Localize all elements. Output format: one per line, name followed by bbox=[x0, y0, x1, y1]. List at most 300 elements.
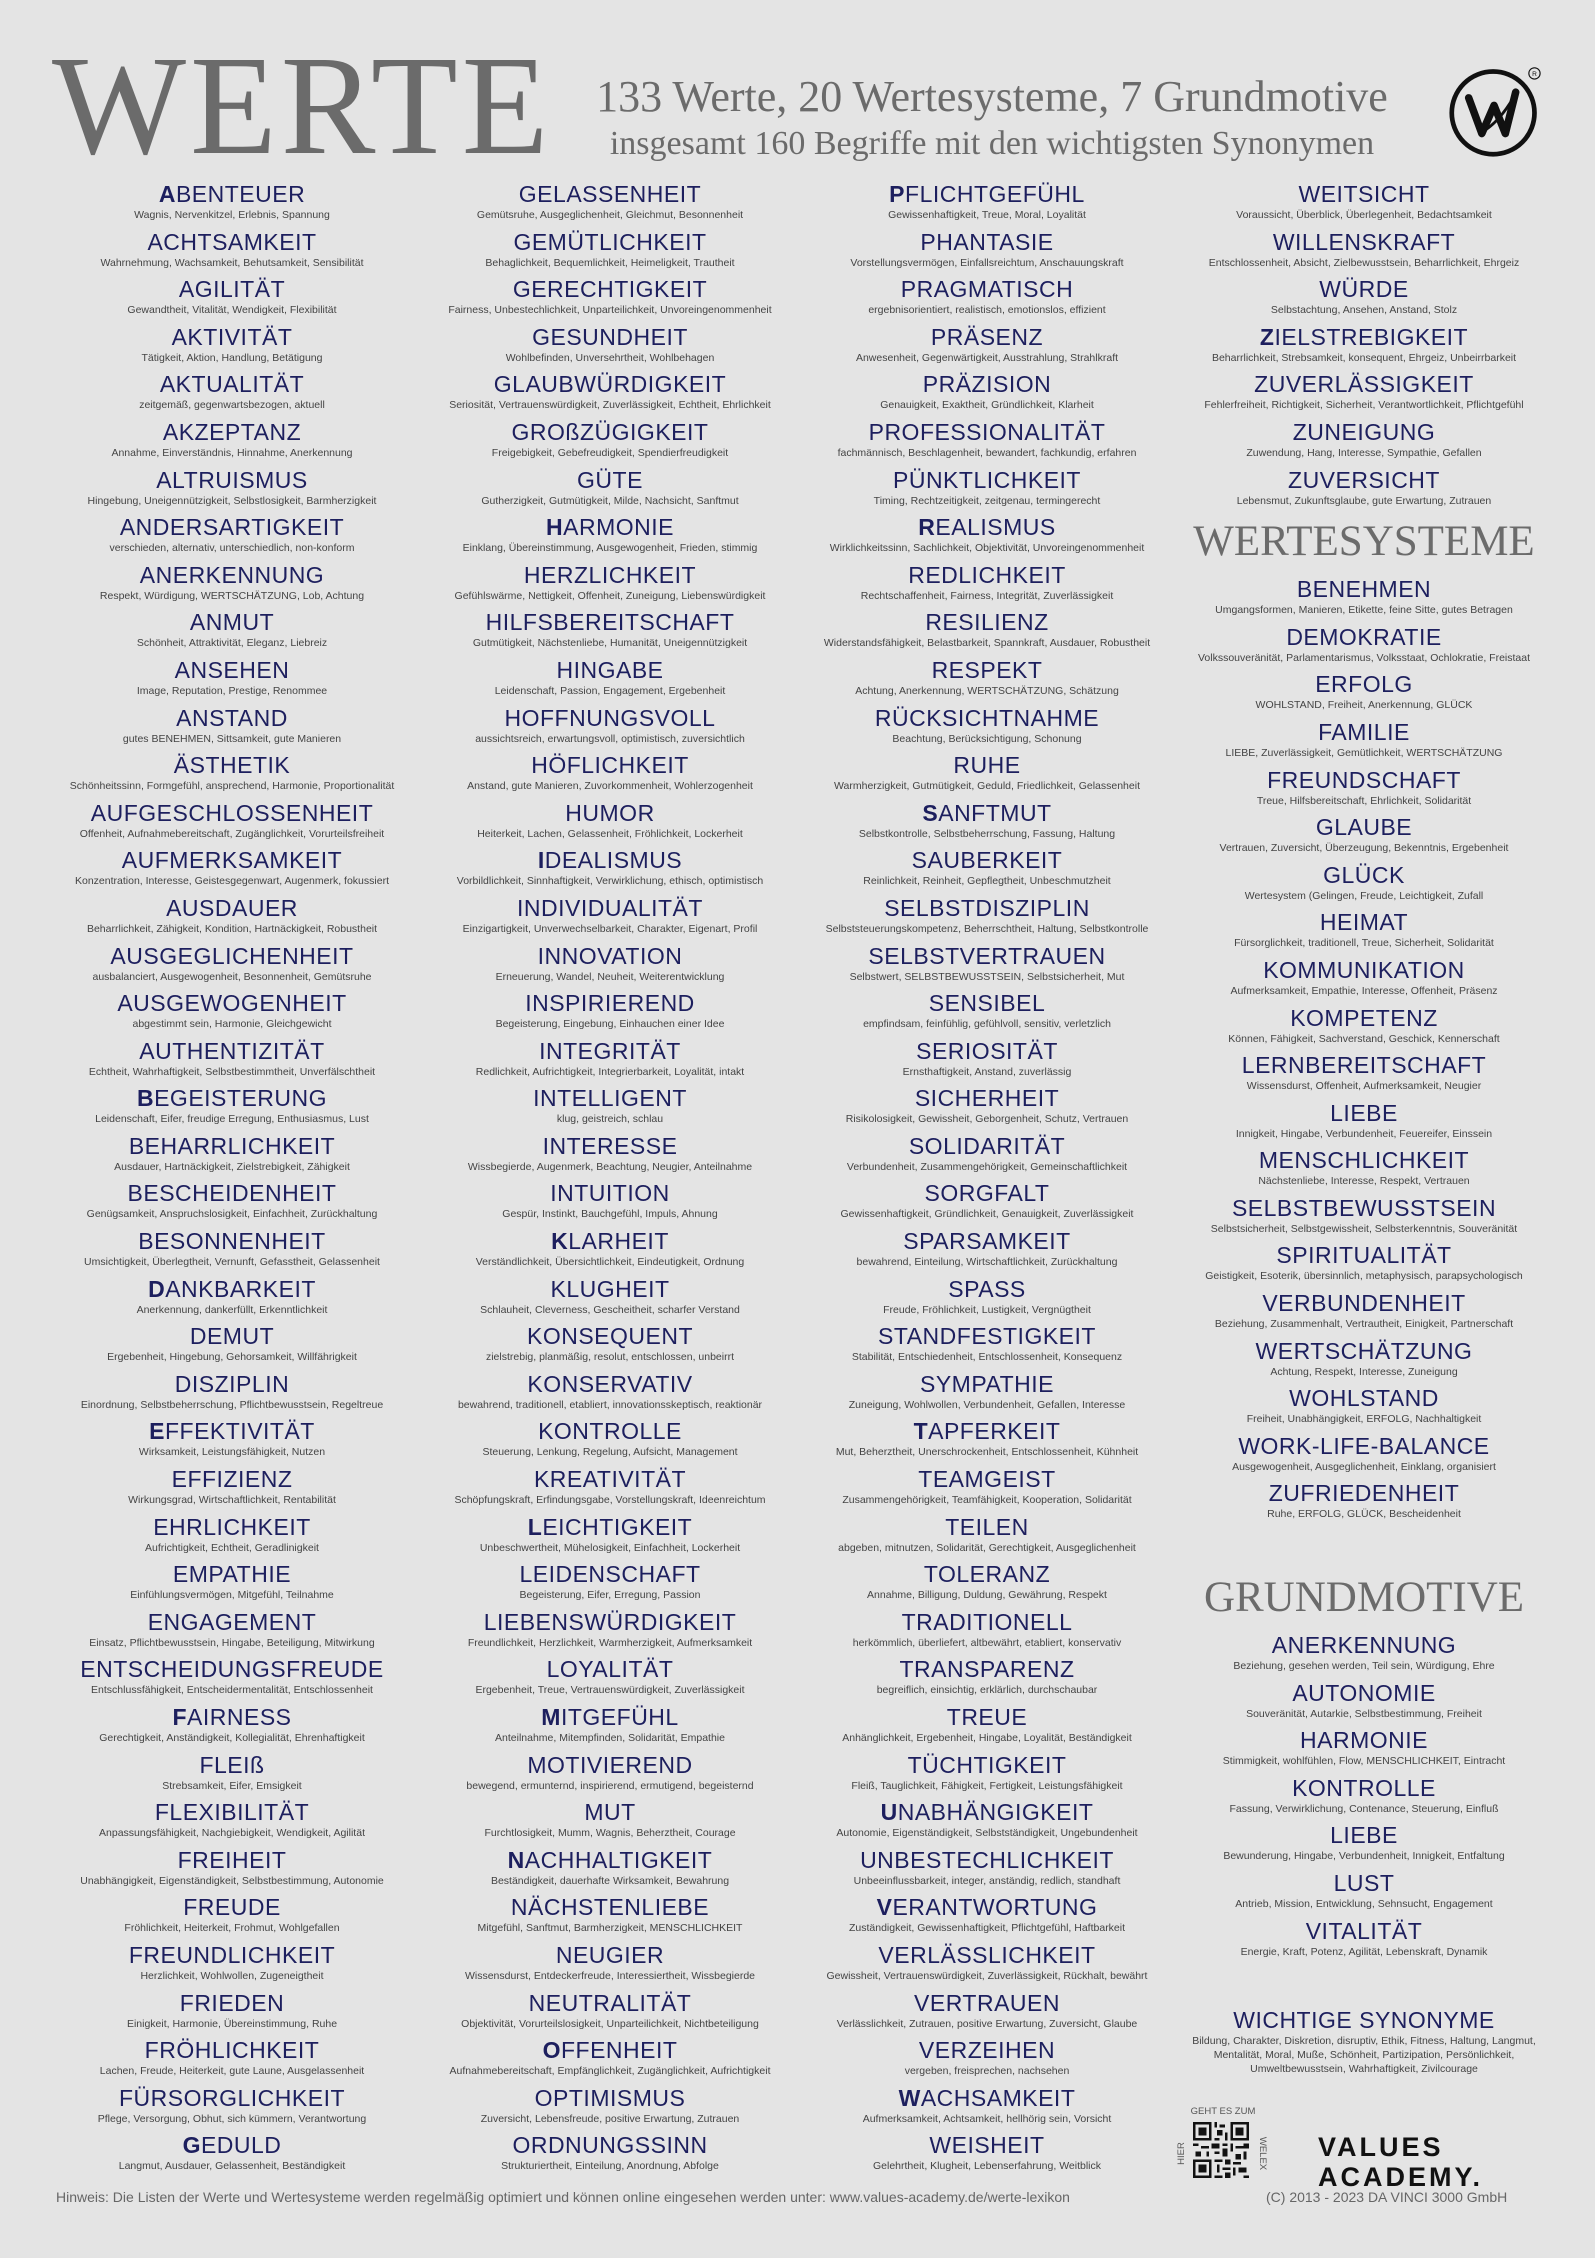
value-entry bbox=[807, 847, 1167, 895]
value-entry bbox=[430, 324, 790, 372]
value-word: WERTSCHÄTZUNG bbox=[1255, 1337, 1473, 1364]
value-synonyms: Erneuerung, Wandel, Neuheit, Weiterentwicklung bbox=[495, 970, 725, 983]
value-entry bbox=[1184, 576, 1544, 624]
value-entry bbox=[1184, 814, 1544, 862]
value-word: DEMOKRATIE bbox=[1286, 623, 1442, 650]
value-entry bbox=[52, 324, 412, 372]
value-word: ANDERSARTIGKEIT bbox=[119, 514, 345, 541]
value-synonyms: Beziehung, gesehen werden, Teil sein, Würdigung, Ehre bbox=[1233, 1660, 1495, 1673]
value-word: OPTIMISMUS bbox=[534, 2084, 686, 2111]
value-word: AUTONOMIE bbox=[1292, 1679, 1436, 1706]
value-entry bbox=[1184, 229, 1544, 277]
value-synonyms: Ergebenheit, Hingebung, Gehorsamkeit, Willfährigkeit bbox=[107, 1351, 357, 1364]
section-spacer bbox=[1184, 1528, 1544, 1570]
value-entry bbox=[430, 1514, 790, 1562]
value-word: HÖFLICHKEIT bbox=[531, 752, 689, 779]
value-word: VERTRAUEN bbox=[914, 1989, 1060, 2016]
value-word: VERZEIHEN bbox=[918, 2037, 1056, 2064]
value-synonyms: LIEBE, Zuverlässigkeit, Gemütlichkeit, WERTSCHÄTZUNG bbox=[1225, 746, 1503, 759]
value-word: ANERKENNUNG bbox=[1271, 1632, 1457, 1659]
value-synonyms: Gewissheit, Vertrauenswürdigkeit, Zuverlässigkeit, Rückhalt, bewährt bbox=[826, 1969, 1148, 1982]
value-entry bbox=[807, 1228, 1167, 1276]
value-entry bbox=[52, 1180, 412, 1228]
value-entry bbox=[430, 1085, 790, 1133]
value-synonyms: Verbundenheit, Zusammengehörigkeit, Gemeinschaftlichkeit bbox=[846, 1160, 1128, 1173]
value-word: FRIEDEN bbox=[179, 1989, 285, 2016]
value-word: TRANSPARENZ bbox=[899, 1656, 1075, 1683]
value-entry bbox=[52, 1038, 412, 1086]
value-word: IDEALISMUS bbox=[537, 847, 683, 874]
value-entry bbox=[430, 1752, 790, 1800]
value-synonyms: Zuwendung, Hang, Interesse, Sympathie, Gefallen bbox=[1246, 446, 1482, 459]
value-entry bbox=[1184, 2007, 1544, 2087]
value-synonyms: Voraussicht, Überblick, Überlegenheit, Bedachtsamkeit bbox=[1236, 209, 1492, 221]
value-synonyms: Furchtlosigkeit, Mumm, Wagnis, Beherztheit, Courage bbox=[484, 1827, 736, 1840]
values-column-2 bbox=[430, 181, 790, 2180]
value-word: SANFTMUT bbox=[922, 799, 1052, 826]
value-word: FLEXIBILITÄT bbox=[154, 1799, 310, 1826]
value-synonyms: Lachen, Freude, Heiterkeit, gute Laune, Ausgelassenheit bbox=[99, 2065, 365, 2078]
value-entry bbox=[430, 1276, 790, 1324]
value-entry bbox=[430, 847, 790, 895]
value-synonyms: Schönheitssinn, Formgefühl, ansprechend, Harmonie, Proportionalität bbox=[69, 780, 395, 793]
value-word: HEIMAT bbox=[1319, 909, 1409, 936]
value-word: INTELLIGENT bbox=[533, 1085, 687, 1112]
value-synonyms: Risikolosigkeit, Gewissheit, Geborgenheit, Schutz, Vertrauen bbox=[845, 1113, 1129, 1126]
value-word: ZUVERSICHT bbox=[1288, 466, 1440, 493]
value-word: VERANTWORTUNG bbox=[876, 1894, 1098, 1921]
value-synonyms: gutes BENEHMEN, Sittsamkeit, gute Manieren bbox=[122, 732, 342, 745]
value-word: EHRLICHKEIT bbox=[153, 1513, 311, 1540]
value-synonyms: Umgangsformen, Manieren, Etikette, feine Sitte, gutes Betragen bbox=[1215, 604, 1513, 617]
brand-line-1: VALUES bbox=[1318, 2132, 1444, 2162]
value-entry bbox=[807, 324, 1167, 372]
value-entry bbox=[430, 181, 790, 229]
value-synonyms: Anerkennung, dankerfüllt, Erkenntlichkeit bbox=[136, 1303, 328, 1316]
value-word: LERNBEREITSCHAFT bbox=[1241, 1052, 1487, 1079]
value-entry bbox=[1184, 1918, 1544, 1966]
value-word: ZUFRIEDENHEIT bbox=[1268, 1480, 1460, 1507]
value-entry bbox=[52, 276, 412, 324]
value-word: GEDULD bbox=[182, 2132, 282, 2159]
value-word: SPARSAMKEIT bbox=[903, 1228, 1071, 1255]
value-entry bbox=[807, 1085, 1167, 1133]
value-synonyms: empfindsam, feinfühlig, gefühlvoll, sensitiv, verletzlich bbox=[863, 1018, 1111, 1031]
value-entry bbox=[1184, 1870, 1544, 1918]
value-entry bbox=[52, 1418, 412, 1466]
footer-note: Hinweis: Die Listen der Werte und Wertesysteme werden regelmäßig optimiert und können online eingesehen werden unter: www.values-academy.de/werte-lexikon bbox=[56, 2189, 1070, 2205]
value-synonyms: Selbststeuerungskompetenz, Beherrschtheit, Haltung, Selbstkontrolle bbox=[825, 922, 1149, 935]
value-word: REALISMUS bbox=[918, 514, 1056, 541]
value-entry bbox=[52, 2132, 412, 2180]
value-word: UNBESTECHLICHKEIT bbox=[860, 1846, 1114, 1873]
value-synonyms: Energie, Kraft, Potenz, Agilität, Lebenskraft, Dynamik bbox=[1240, 1945, 1488, 1958]
value-synonyms: Ruhe, ERFOLG, GLÜCK, Bescheidenheit bbox=[1267, 1508, 1461, 1521]
value-word: HOFFNUNGSVOLL bbox=[504, 704, 716, 731]
value-entry bbox=[1184, 1822, 1544, 1870]
value-synonyms: Genügsamkeit, Anspruchslosigkeit, Einfachheit, Zurückhaltung bbox=[86, 1208, 378, 1221]
value-entry bbox=[430, 1942, 790, 1990]
value-entry bbox=[430, 562, 790, 610]
value-entry bbox=[52, 562, 412, 610]
value-word: GROßZÜGIGKEIT bbox=[511, 418, 709, 445]
value-word: WEISHEIT bbox=[929, 2132, 1045, 2159]
value-synonyms: Vorstellungsvermögen, Einfallsreichtum, Anschauungskraft bbox=[850, 256, 1124, 269]
value-synonyms: Unabhängigkeit, Eigenständigkeit, Selbstbestimmung, Autonomie bbox=[80, 1874, 384, 1887]
value-entry bbox=[807, 1894, 1167, 1942]
value-word: TOLERANZ bbox=[923, 1561, 1051, 1588]
value-entry bbox=[430, 609, 790, 657]
value-synonyms: Einigkeit, Harmonie, Übereinstimmung, Ruhe bbox=[126, 2017, 338, 2030]
value-synonyms: Fairness, Unbestechlichkeit, Unparteilichkeit, Unvoreingenommenheit bbox=[448, 304, 772, 317]
value-entry bbox=[430, 1228, 790, 1276]
value-word: FREUDE bbox=[183, 1894, 281, 1921]
value-entry bbox=[52, 847, 412, 895]
value-word: VERBUNDENHEIT bbox=[1262, 1290, 1466, 1317]
value-word: SAUBERKEIT bbox=[911, 847, 1063, 874]
value-entry bbox=[807, 2085, 1167, 2133]
svg-text:R: R bbox=[1532, 70, 1537, 78]
value-synonyms: Aufmerksamkeit, Empathie, Interesse, Offenheit, Präsenz bbox=[1230, 984, 1498, 997]
value-synonyms: bewahrend, Einteilung, Wirtschaftlichkeit, Zurückhaltung bbox=[856, 1256, 1118, 1269]
brand-line-2: ACADEMY. bbox=[1318, 2162, 1484, 2192]
value-entry bbox=[52, 2037, 412, 2085]
value-synonyms: Achtung, Respekt, Interesse, Zuneigung bbox=[1270, 1365, 1458, 1378]
value-entry bbox=[52, 1847, 412, 1895]
value-synonyms: Anteilnahme, Mitempfinden, Solidarität, Empathie bbox=[495, 1732, 725, 1744]
value-entry bbox=[807, 800, 1167, 848]
value-word: GELASSENHEIT bbox=[518, 181, 702, 207]
value-word: KLARHEIT bbox=[551, 1228, 669, 1255]
value-word: AGILITÄT bbox=[178, 276, 286, 303]
value-entry bbox=[430, 1038, 790, 1086]
value-word: KONTROLLE bbox=[538, 1418, 682, 1445]
value-word: RESPEKT bbox=[931, 656, 1043, 683]
value-word: EFFEKTIVITÄT bbox=[149, 1418, 315, 1445]
value-synonyms: Fröhlichkeit, Heiterkeit, Frohmut, Wohlgefallen bbox=[124, 1922, 340, 1935]
value-synonyms: Mitgefühl, Sanftmut, Barmherzigkeit, MENSCHLICHKEIT bbox=[477, 1922, 743, 1935]
value-synonyms: Anstand, gute Manieren, Zuvorkommenheit, Wohlerzogenheit bbox=[467, 780, 753, 793]
value-synonyms: Behaglichkeit, Bequemlichkeit, Heimeligkeit, Trautheit bbox=[485, 256, 735, 269]
qr-caption-left: HIER bbox=[1175, 2142, 1187, 2165]
value-word: OFFENHEIT bbox=[542, 2037, 678, 2064]
value-entry bbox=[1184, 1242, 1544, 1290]
value-word: TREUE bbox=[946, 1704, 1028, 1730]
value-word: AUFGESCHLOSSENHEIT bbox=[90, 799, 374, 826]
value-synonyms: Zuneigung, Wohlwollen, Verbundenheit, Gefallen, Interesse bbox=[848, 1398, 1126, 1411]
value-synonyms: Wirksamkeit, Leistungsfähigkeit, Nutzen bbox=[138, 1446, 326, 1459]
value-synonyms: Ernsthaftigkeit, Anstand, zuverlässig bbox=[902, 1065, 1072, 1078]
value-entry bbox=[430, 1561, 790, 1609]
value-word: ALTRUISMUS bbox=[156, 466, 308, 493]
value-entry bbox=[52, 1371, 412, 1419]
value-entry bbox=[430, 752, 790, 800]
value-entry bbox=[52, 419, 412, 467]
value-entry bbox=[807, 1752, 1167, 1800]
value-synonyms: Wissbegierde, Augenmerk, Beachtung, Neugier, Anteilnahme bbox=[467, 1160, 753, 1173]
qr-block bbox=[1176, 2106, 1270, 2196]
value-synonyms: Aufrichtigkeit, Echtheit, Geradlinigkeit bbox=[145, 1541, 319, 1554]
value-synonyms: Antrieb, Mission, Entwicklung, Sehnsucht, Engagement bbox=[1235, 1898, 1493, 1910]
value-word: KONTROLLE bbox=[1292, 1774, 1436, 1801]
value-word: PÜNKTLICHKEIT bbox=[893, 466, 1081, 493]
value-word: LIEBENSWÜRDIGKEIT bbox=[483, 1608, 737, 1635]
value-entry bbox=[1184, 1195, 1544, 1243]
value-entry bbox=[807, 181, 1167, 229]
value-word: LEICHTIGKEIT bbox=[527, 1513, 693, 1540]
value-word: FAIRNESS bbox=[172, 1704, 292, 1730]
value-synonyms: Offenheit, Aufnahmebereitschaft, Zugänglichkeit, Vorurteilsfreiheit bbox=[79, 827, 385, 840]
value-entry bbox=[807, 514, 1167, 562]
value-word: ACHTSAMKEIT bbox=[147, 228, 317, 255]
value-entry bbox=[52, 514, 412, 562]
value-word: ZUVERLÄSSIGKEIT bbox=[1254, 371, 1474, 398]
value-entry bbox=[52, 895, 412, 943]
value-synonyms: Steuerung, Lenkung, Regelung, Aufsicht, Management bbox=[482, 1446, 738, 1459]
value-entry bbox=[52, 1514, 412, 1562]
value-word: BENEHMEN bbox=[1296, 576, 1432, 603]
value-entry bbox=[430, 371, 790, 419]
value-entry bbox=[430, 1704, 790, 1752]
value-word: TÜCHTIGKEIT bbox=[907, 1751, 1067, 1778]
value-entry bbox=[807, 1942, 1167, 1990]
value-entry bbox=[52, 1942, 412, 1990]
value-synonyms: Konzentration, Interesse, Geistesgegenwart, Augenmerk, fokussiert bbox=[74, 875, 389, 888]
value-word: BEHARRLICHKEIT bbox=[128, 1132, 336, 1159]
value-word: GESUNDHEIT bbox=[532, 323, 688, 350]
value-entry bbox=[1184, 909, 1544, 957]
value-synonyms: Bildung, Charakter, Diskretion, disruptiv, Ethik, Fitness, Haltung, Langmut, Mentalität, Moral, Muße, Schönheit, Partizipation, Persönlichkeit, Umweltbewusstsein, Wahrhaftigkeit, Zivilcourage bbox=[1192, 2035, 1536, 2076]
value-entry bbox=[430, 705, 790, 753]
value-word: INNOVATION bbox=[537, 942, 683, 969]
value-synonyms: Selbstsicherheit, Selbstgewissheit, Selbsterkenntnis, Souveränität bbox=[1210, 1222, 1518, 1235]
value-synonyms: Selbstwert, SELBSTBEWUSSTSEIN, Selbstsicherheit, Mut bbox=[849, 970, 1125, 983]
value-synonyms: Wohlbefinden, Unversehrtheit, Wohlbehagen bbox=[505, 351, 715, 364]
value-word: EMPATHIE bbox=[172, 1561, 292, 1588]
value-synonyms: Bewunderung, Hingabe, Verbundenheit, Innigkeit, Entfaltung bbox=[1223, 1850, 1505, 1863]
value-entry bbox=[1184, 1338, 1544, 1386]
value-entry bbox=[430, 1847, 790, 1895]
value-synonyms: WOHLSTAND, Freiheit, Anerkennung, GLÜCK bbox=[1255, 699, 1473, 712]
value-synonyms: ausbalanciert, Ausgewogenheit, Besonnenheit, Gemütsruhe bbox=[92, 970, 372, 983]
value-entry bbox=[807, 1656, 1167, 1704]
value-entry bbox=[807, 1990, 1167, 2038]
value-entry bbox=[807, 2037, 1167, 2085]
value-synonyms: Ausgewogenheit, Ausgeglichenheit, Einklang, organisiert bbox=[1232, 1460, 1496, 1473]
value-synonyms: Treue, Hilfsbereitschaft, Ehrlichkeit, Solidarität bbox=[1256, 794, 1472, 807]
value-word: GLAUBWÜRDIGKEIT bbox=[493, 371, 727, 398]
value-synonyms: Seriosität, Vertrauenswürdigkeit, Zuverlässigkeit, Echtheit, Ehrlichkeit bbox=[449, 399, 771, 412]
value-synonyms: Gutherzigkeit, Gutmütigkeit, Milde, Nachsicht, Sanftmut bbox=[481, 494, 739, 507]
value-word: GLAUBE bbox=[1315, 814, 1413, 841]
value-word: DANKBARKEIT bbox=[148, 1275, 316, 1302]
value-entry bbox=[807, 276, 1167, 324]
value-word: AKZEPTANZ bbox=[162, 418, 302, 445]
value-word: NEUTRALITÄT bbox=[528, 1989, 692, 2016]
value-entry bbox=[807, 657, 1167, 705]
value-entry bbox=[1184, 1680, 1544, 1728]
value-word: STANDFESTIGKEIT bbox=[878, 1323, 1096, 1350]
value-synonyms: Souveränität, Autarkie, Selbstbestimmung, Freiheit bbox=[1246, 1707, 1482, 1720]
value-entry bbox=[430, 1609, 790, 1657]
value-word: SERIOSITÄT bbox=[916, 1037, 1058, 1064]
value-synonyms: Gerechtigkeit, Anständigkeit, Kollegialität, Ehrenhaftigkeit bbox=[99, 1732, 365, 1744]
value-entry bbox=[807, 2132, 1167, 2180]
value-word: PROFESSIONALITÄT bbox=[868, 418, 1106, 445]
value-synonyms: Entschlossenheit, Absicht, Zielbewusstsein, Beharrlichkeit, Ehrgeiz bbox=[1208, 256, 1520, 269]
value-synonyms: Freigebigkeit, Gebefreudigkeit, Spendierfreudigkeit bbox=[491, 446, 729, 459]
value-synonyms: Widerstandsfähigkeit, Belastbarkeit, Spannkraft, Ausdauer, Robustheit bbox=[823, 637, 1151, 650]
value-word: WICHTIGE SYNONYME bbox=[1233, 2007, 1495, 2034]
value-word: NEUGIER bbox=[555, 1941, 665, 1968]
value-entry bbox=[52, 1276, 412, 1324]
value-word: DEMUT bbox=[189, 1323, 275, 1350]
value-word: BESCHEIDENHEIT bbox=[127, 1180, 337, 1207]
value-synonyms: Genauigkeit, Exaktheit, Gründlichkeit, Klarheit bbox=[880, 399, 1094, 412]
value-entry bbox=[52, 657, 412, 705]
value-synonyms: Warmherzigkeit, Gutmütigkeit, Geduld, Friedlichkeit, Gelassenheit bbox=[834, 780, 1140, 793]
value-synonyms: bewahrend, traditionell, etabliert, innovationsskeptisch, reaktionär bbox=[457, 1398, 763, 1411]
value-word: SICHERHEIT bbox=[914, 1085, 1060, 1112]
value-entry bbox=[1184, 862, 1544, 910]
value-entry bbox=[1184, 719, 1544, 767]
value-entry bbox=[1184, 767, 1544, 815]
value-synonyms: Einordnung, Selbstbeherrschung, Pflichtbewusstsein, Regeltreue bbox=[80, 1398, 384, 1411]
value-synonyms: herkömmlich, überliefert, altbewährt, etabliert, konservativ bbox=[852, 1636, 1122, 1649]
value-word: INSPIRIEREND bbox=[525, 990, 695, 1017]
value-synonyms: Hingebung, Uneigennützigkeit, Selbstlosigkeit, Barmherzigkeit bbox=[87, 494, 377, 507]
value-synonyms: Stimmigkeit, wohlfühlen, Flow, MENSCHLICHKEIT, Eintracht bbox=[1222, 1755, 1506, 1768]
brand-logo bbox=[1318, 2132, 1483, 2192]
value-entry bbox=[430, 419, 790, 467]
values-academy-logo-icon bbox=[1448, 64, 1542, 158]
value-word: LIEBE bbox=[1330, 1099, 1398, 1126]
values-column-3 bbox=[807, 181, 1167, 2180]
value-word: WÜRDE bbox=[1319, 276, 1409, 303]
value-entry bbox=[807, 1180, 1167, 1228]
value-entry bbox=[52, 609, 412, 657]
value-entry bbox=[52, 990, 412, 1038]
value-entry bbox=[807, 1038, 1167, 1086]
value-word: INTEGRITÄT bbox=[539, 1037, 681, 1064]
value-entry bbox=[52, 1133, 412, 1181]
subtitle bbox=[562, 72, 1422, 166]
value-synonyms: Einzigartigkeit, Unverwechselbarkeit, Charakter, Eigenart, Profil bbox=[462, 922, 758, 935]
value-synonyms: Strebsamkeit, Eifer, Emsigkeit bbox=[162, 1779, 302, 1792]
value-synonyms: Heiterkeit, Lachen, Gelassenheit, Fröhlichkeit, Lockerheit bbox=[477, 827, 743, 840]
value-word: SELBSTVERTRAUEN bbox=[868, 942, 1106, 969]
value-synonyms: Geistigkeit, Esoterik, übersinnlich, metaphysisch, parapsychologisch bbox=[1205, 1270, 1523, 1283]
value-synonyms: Beharrlichkeit, Zähigkeit, Kondition, Hartnäckigkeit, Robustheit bbox=[86, 922, 378, 935]
value-synonyms: Einsatz, Pflichtbewusstsein, Hingabe, Beteiligung, Mitwirkung bbox=[89, 1636, 375, 1649]
value-synonyms: Entschlussfähigkeit, Entscheidermentalität, Entschlossenheit bbox=[91, 1684, 373, 1697]
value-entry bbox=[807, 1799, 1167, 1847]
value-word: NACHHALTIGKEIT bbox=[507, 1846, 713, 1873]
value-word: PHANTASIE bbox=[920, 228, 1054, 255]
value-entry bbox=[807, 1418, 1167, 1466]
value-synonyms: Fleiß, Tauglichkeit, Fähigkeit, Fertigkeit, Leistungsfähigkeit bbox=[851, 1779, 1123, 1792]
value-word: REDLICHKEIT bbox=[908, 561, 1066, 588]
value-entry bbox=[807, 1609, 1167, 1657]
value-word: ZIELSTREBIGKEIT bbox=[1259, 323, 1469, 350]
value-entry bbox=[52, 1990, 412, 2038]
value-word: SPASS bbox=[948, 1275, 1026, 1302]
value-word: GEMÜTLICHKEIT bbox=[513, 228, 707, 255]
value-word: GLÜCK bbox=[1323, 861, 1405, 888]
value-entry bbox=[52, 752, 412, 800]
value-entry bbox=[807, 1847, 1167, 1895]
value-word: ANERKENNUNG bbox=[139, 561, 325, 588]
value-synonyms: Mut, Beherztheit, Unerschrockenheit, Entschlossenheit, Kühnheit bbox=[835, 1446, 1139, 1459]
value-synonyms: Annahme, Einverständnis, Hinnahme, Anerkennung bbox=[111, 446, 353, 459]
value-synonyms: Gelehrtheit, Klugheit, Lebenserfahrung, Weitblick bbox=[872, 2160, 1102, 2173]
value-word: WILLENSKRAFT bbox=[1272, 228, 1456, 255]
value-synonyms: Wirkungsgrad, Wirtschaftlichkeit, Rentabilität bbox=[128, 1494, 336, 1507]
value-synonyms: Fehlerfreiheit, Richtigkeit, Sicherheit, Verantwortlichkeit, Pflichtgefühl bbox=[1204, 399, 1524, 412]
value-word: FÜRSORGLICHKEIT bbox=[118, 2084, 346, 2111]
value-word: MOTIVIEREND bbox=[527, 1751, 693, 1778]
value-entry bbox=[430, 1180, 790, 1228]
value-synonyms: Zuständigkeit, Gewissenhaftigkeit, Pflichtgefühl, Haftbarkeit bbox=[848, 1922, 1126, 1935]
value-word: LOYALITÄT bbox=[546, 1656, 674, 1683]
value-word: FAMILIE bbox=[1318, 718, 1410, 745]
qr-code-icon[interactable] bbox=[1193, 2122, 1249, 2178]
value-synonyms: Nächstenliebe, Interesse, Respekt, Vertrauen bbox=[1258, 1175, 1470, 1188]
value-entry bbox=[1184, 419, 1544, 467]
value-entry bbox=[430, 1990, 790, 2038]
value-entry bbox=[807, 562, 1167, 610]
value-word: PRAGMATISCH bbox=[900, 276, 1074, 303]
value-synonyms: abgestimmt sein, Harmonie, Gleichgewicht bbox=[132, 1018, 332, 1031]
value-word: TEILEN bbox=[945, 1513, 1029, 1540]
value-word: MENSCHLICHKEIT bbox=[1258, 1147, 1470, 1174]
value-synonyms: Gewandtheit, Vitalität, Wendigkeit, Flexibilität bbox=[127, 304, 337, 317]
value-synonyms: Reinlichkeit, Reinheit, Gepflegtheit, Unbeschmutzheit bbox=[863, 875, 1111, 888]
values-column-1 bbox=[52, 181, 412, 2180]
value-synonyms: Unbeschwertheit, Mühelosigkeit, Einfachheit, Lockerheit bbox=[479, 1541, 741, 1554]
value-word: ABENTEUER bbox=[158, 181, 306, 207]
value-word: VITALITÄT bbox=[1305, 1917, 1423, 1944]
value-entry bbox=[52, 943, 412, 991]
value-entry bbox=[807, 1133, 1167, 1181]
value-entry bbox=[430, 2085, 790, 2133]
value-synonyms: Innigkeit, Hingabe, Verbundenheit, Feuereifer, Einssein bbox=[1235, 1127, 1493, 1140]
value-word: WACHSAMKEIT bbox=[898, 2084, 1076, 2111]
value-word: ORDNUNGSSINN bbox=[512, 2132, 708, 2159]
value-word: GÜTE bbox=[577, 466, 643, 493]
value-synonyms: Gutmütigkeit, Nächstenliebe, Humanität, Uneigennützigkeit bbox=[472, 637, 748, 650]
value-entry bbox=[52, 800, 412, 848]
value-word: VERLÄSSLICHKEIT bbox=[878, 1941, 1096, 1968]
value-synonyms: Freundlichkeit, Herzlichkeit, Warmherzigkeit, Aufmerksamkeit bbox=[467, 1636, 753, 1649]
section-heading: WERTESYSTEME bbox=[1193, 518, 1535, 566]
value-synonyms: begreiflich, einsichtig, erklärlich, durchschaubar bbox=[876, 1684, 1098, 1697]
value-word: HILFSBEREITSCHAFT bbox=[485, 609, 735, 636]
value-entry bbox=[1184, 1727, 1544, 1775]
value-entry bbox=[430, 1418, 790, 1466]
value-synonyms: Redlichkeit, Aufrichtigkeit, Integrierbarkeit, Loyalität, intakt bbox=[475, 1065, 745, 1078]
value-synonyms: Schönheit, Attraktivität, Eleganz, Liebreiz bbox=[136, 637, 328, 650]
value-entry bbox=[1184, 1290, 1544, 1338]
value-word: RÜCKSICHTNAHME bbox=[874, 704, 1100, 731]
value-word: ANMUT bbox=[189, 609, 275, 636]
value-entry bbox=[430, 1894, 790, 1942]
value-entry bbox=[430, 943, 790, 991]
value-entry bbox=[1184, 181, 1544, 229]
value-word: TAPFERKEIT bbox=[913, 1418, 1061, 1445]
value-synonyms: Beziehung, Zusammenhalt, Vertrautheit, Einigkeit, Partnerschaft bbox=[1214, 1318, 1514, 1331]
value-synonyms: Wissensdurst, Offenheit, Aufmerksamkeit, Neugier bbox=[1246, 1080, 1482, 1093]
